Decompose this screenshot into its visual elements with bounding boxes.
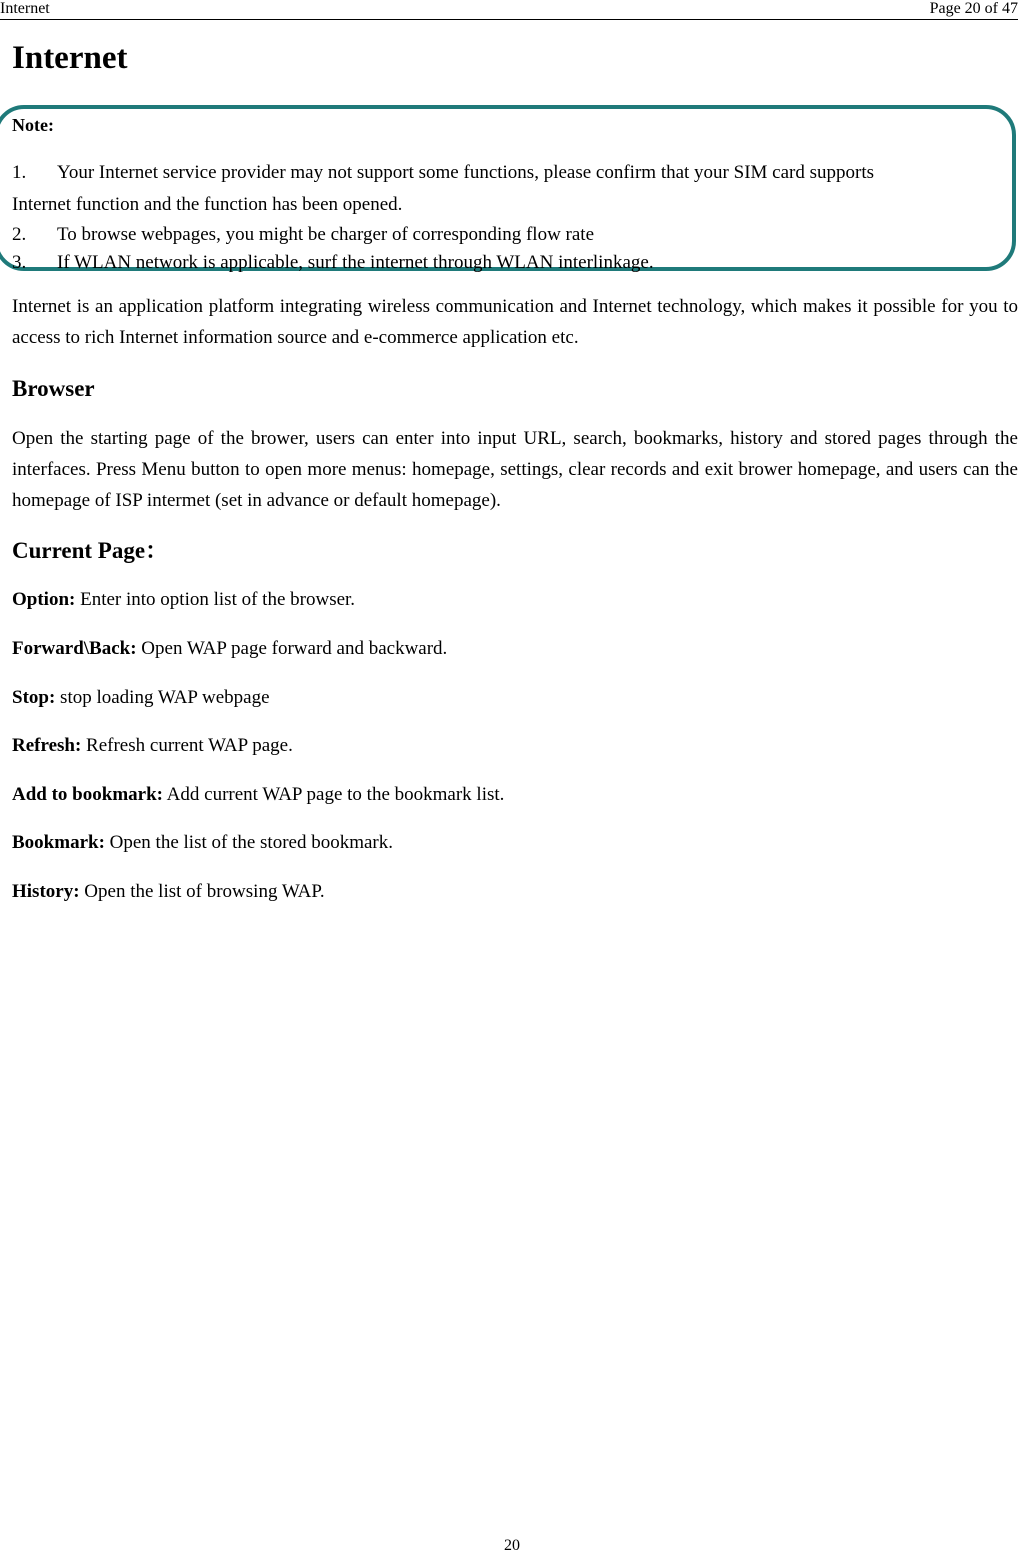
note-item-3: [12, 251, 1018, 275]
definition-term: History:: [12, 881, 80, 902]
note-item-number: 1.: [12, 162, 27, 183]
definition-term: Option:: [12, 589, 76, 610]
definition-refresh: [12, 733, 293, 759]
note-label: Note:: [12, 115, 54, 135]
header-page-label: Page 20 of 47: [929, 0, 1018, 17]
definition-term: Stop:: [12, 687, 56, 708]
browser-paragraph: Open the starting page of the brower, users can enter into input URL, search, bookmarks, history and stored pages through the interfaces. Press Menu button to open more menus: homepage, settings, clear records and exit brower homepage, and users can the homepage of ISP intermet (set in advance or default homepage).: [12, 428, 1018, 511]
header-section-title: Internet: [0, 0, 50, 17]
note-item-number: 2.: [12, 224, 27, 245]
definition-term: Bookmark:: [12, 832, 105, 853]
definition-desc: Enter into option list of the browser.: [75, 589, 356, 610]
definition-desc: Open WAP page forward and backward.: [136, 638, 448, 659]
note-item-1-continuation: Internet function and the function has been opened.: [12, 194, 403, 215]
page-title: Internet: [12, 40, 128, 76]
definition-forward-back: [12, 636, 447, 662]
definition-history: [12, 879, 325, 905]
definition-desc: Open the list of browsing WAP.: [79, 881, 325, 902]
note-item-text: To browse webpages, you might be charger of corresponding flow rate: [57, 224, 595, 245]
note-item-2: [12, 223, 1018, 247]
page-header: [0, 0, 1018, 20]
page-number: 20: [504, 1537, 520, 1554]
definition-add-to-bookmark: [12, 782, 504, 808]
intro-paragraph: Internet is an application platform integrating wireless communication and Internet technology, which makes it possible for you to access to rich Internet information source and e-commerce application etc.: [12, 296, 1018, 348]
definition-term: Forward\Back:: [12, 638, 137, 659]
definition-desc: Refresh current WAP page.: [81, 735, 293, 756]
definition-stop: [12, 685, 270, 711]
note-item-text: Your Internet service provider may not support some functions, please confirm that your SIM card supports: [57, 162, 875, 183]
browser-heading: Browser: [12, 376, 95, 401]
note-item-1: [12, 161, 1018, 185]
definition-option: [12, 587, 355, 613]
current-page-heading: Current Page：: [12, 538, 169, 563]
note-item-number: 3.: [12, 252, 27, 273]
definition-desc: stop loading WAP webpage: [55, 687, 270, 708]
definition-term: Add to bookmark:: [12, 784, 163, 805]
definition-desc: Open the list of the stored bookmark.: [104, 832, 394, 853]
definition-desc: Add current WAP page to the bookmark list.: [162, 784, 505, 805]
note-item-text: If WLAN network is applicable, surf the internet through WLAN interlinkage.: [57, 252, 654, 273]
definition-bookmark: [12, 830, 393, 856]
definition-term: Refresh:: [12, 735, 82, 756]
